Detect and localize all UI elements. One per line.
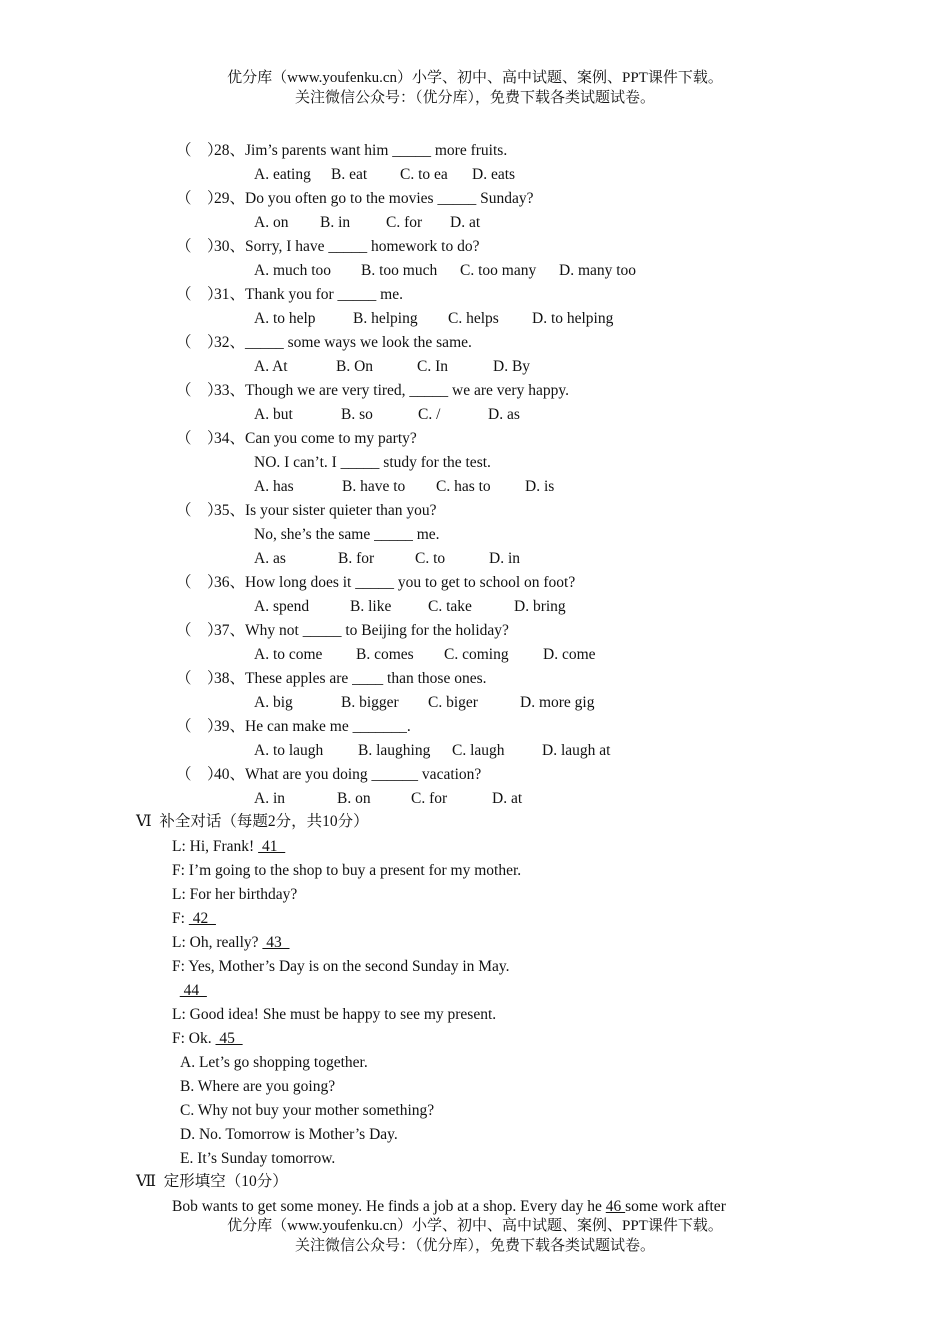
choice-a: A. Let’s go shopping together.	[180, 1054, 368, 1071]
question-text: Do you often go to the movies _____ Sunday?	[245, 190, 534, 207]
question-number: 31、	[214, 286, 246, 303]
options-35	[254, 547, 520, 571]
answer-bracket[interactable]: （ ）	[176, 502, 223, 519]
question-text: Though we are very tired, _____ we are very happy.	[245, 382, 569, 399]
question-33	[176, 379, 569, 403]
question-34	[176, 427, 417, 451]
option-d: D. many too	[559, 262, 637, 279]
option-a: A. spend	[254, 598, 310, 615]
option-c: C. In	[417, 358, 448, 375]
option-a: A. much too	[254, 262, 332, 279]
option-d: D. as	[488, 406, 520, 423]
options-38	[254, 691, 594, 715]
option-d: D. at	[450, 214, 481, 231]
blank-45[interactable]: 45	[215, 1030, 243, 1047]
option-a: A. At	[254, 358, 288, 375]
option-a: A. big	[254, 694, 293, 711]
header-line-2: 关注微信公众号：（优分库），免费下载各类试题试卷。	[294, 90, 655, 106]
question-29	[176, 187, 533, 211]
question-text: _____ some ways we look the same.	[245, 334, 472, 351]
question-number: 40、	[214, 766, 246, 783]
option-d: D. more gig	[520, 694, 595, 711]
option-d: D. By	[493, 358, 531, 375]
option-a: A. eating	[254, 166, 311, 183]
option-c: C. /	[418, 406, 441, 423]
option-d: D. come	[543, 646, 596, 663]
options-39	[254, 739, 610, 763]
dialogue-line: F: Yes, Mother’s Day is on the second Sunday in May.	[172, 958, 510, 975]
dialogue-line	[172, 979, 207, 1003]
question-35	[176, 499, 437, 523]
option-a: A. in	[254, 790, 285, 807]
option-a: A. to help	[254, 310, 316, 327]
option-c: C. too many	[460, 262, 537, 279]
options-30	[254, 259, 636, 283]
option-a: A. to laugh	[254, 742, 324, 759]
option-b: B. helping	[353, 310, 418, 327]
option-a: A. to come	[254, 646, 323, 663]
dialogue-text: L: Hi, Frank!	[172, 838, 259, 855]
question-number: 39、	[214, 718, 246, 735]
options-29	[254, 211, 480, 235]
dialogue-text: F:	[172, 910, 189, 927]
answer-bracket[interactable]: （ ）	[176, 334, 223, 351]
paragraph-text: some work after	[625, 1198, 726, 1215]
question-text: These apples are ____ than those ones.	[245, 670, 487, 687]
option-c: C. for	[386, 214, 423, 231]
question-text: Jim’s parents want him _____ more fruits.	[245, 142, 508, 159]
question-text: Sorry, I have _____ homework to do?	[245, 238, 480, 255]
question-34-reply: NO. I can’t. I _____ study for the test.	[254, 454, 491, 471]
options-37	[254, 643, 596, 667]
question-number: 36、	[214, 574, 246, 591]
answer-bracket[interactable]: （ ）	[176, 766, 223, 783]
dialogue-line	[172, 835, 285, 859]
blank-46[interactable]: 46	[605, 1198, 626, 1215]
question-35-reply: No, she’s the same _____ me.	[254, 526, 440, 543]
option-d: D. eats	[472, 166, 516, 183]
option-b: B. bigger	[341, 694, 399, 711]
question-40	[176, 763, 481, 787]
section-7-title: Ⅶ 定形填空（10分）	[136, 1173, 288, 1190]
dialogue-line	[172, 1027, 243, 1051]
question-number: 34、	[214, 430, 246, 447]
option-c: C. take	[428, 598, 472, 615]
options-40	[254, 787, 522, 811]
footer-line-1: 优分库（www.youfenku.cn）小学、初中、高中试题、案例、PPT课件下载。	[227, 1218, 723, 1234]
dialogue-line: L: For her birthday?	[172, 886, 298, 903]
option-d: D. bring	[514, 598, 566, 615]
dialogue-text: L: Oh, really?	[172, 934, 263, 951]
question-30	[176, 235, 479, 259]
dialogue-text	[172, 982, 180, 999]
option-b: B. for	[338, 550, 375, 567]
footer-line-2: 关注微信公众号：（优分库），免费下载各类试题试卷。	[294, 1238, 655, 1254]
option-d: D. in	[489, 550, 520, 567]
answer-bracket[interactable]: （ ）	[176, 286, 223, 303]
option-a: A. but	[254, 406, 293, 423]
option-c: C. laugh	[452, 742, 505, 759]
option-b: B. too much	[361, 262, 438, 279]
dialogue-line: F: I’m going to the shop to buy a present for my mother.	[172, 862, 522, 879]
question-text: Why not _____ to Beijing for the holiday?	[245, 622, 509, 639]
answer-bracket[interactable]: （ ）	[176, 190, 223, 207]
option-b: B. laughing	[358, 742, 431, 759]
option-a: A. has	[254, 478, 294, 495]
answer-bracket[interactable]: （ ）	[176, 670, 223, 687]
answer-bracket[interactable]: （ ）	[176, 574, 223, 591]
question-number: 33、	[214, 382, 246, 399]
question-39	[176, 715, 411, 739]
question-number: 28、	[214, 142, 246, 159]
option-b: B. eat	[331, 166, 368, 183]
choice-c: C. Why not buy your mother something?	[180, 1102, 435, 1119]
option-a: A. as	[254, 550, 286, 567]
answer-bracket[interactable]: （ ）	[176, 622, 223, 639]
choice-d: D. No. Tomorrow is Mother’s Day.	[180, 1126, 398, 1143]
answer-bracket[interactable]: （ ）	[176, 238, 223, 255]
question-28	[176, 139, 507, 163]
option-c: C. to ea	[400, 166, 448, 183]
question-text: He can make me _______.	[245, 718, 411, 735]
option-b: B. On	[336, 358, 374, 375]
question-37	[176, 619, 509, 643]
question-36	[176, 571, 575, 595]
section-6-title: Ⅵ 补全对话（每题2分，共10分）	[136, 813, 369, 830]
answer-bracket[interactable]: （ ）	[176, 382, 223, 399]
option-d: D. is	[525, 478, 555, 495]
answer-bracket[interactable]: （ ）	[176, 718, 223, 735]
option-c: C. has to	[436, 478, 491, 495]
options-36	[254, 595, 566, 619]
question-31	[176, 283, 403, 307]
option-c: C. biger	[428, 694, 478, 711]
option-c: C. to	[415, 550, 446, 567]
options-33	[254, 403, 520, 427]
question-text: Can you come to my party?	[245, 430, 417, 447]
option-b: B. in	[320, 214, 351, 231]
question-number: 37、	[214, 622, 246, 639]
option-d: D. at	[492, 790, 523, 807]
question-38	[176, 667, 486, 691]
dialogue-text: F: Ok.	[172, 1030, 216, 1047]
paragraph-text: Bob wants to get some money. He finds a job at a shop. Every day he	[172, 1198, 606, 1215]
answer-bracket[interactable]: （ ）	[176, 142, 223, 159]
choice-b: B. Where are you going?	[180, 1078, 336, 1095]
question-text: What are you doing ______ vacation?	[245, 766, 482, 783]
dialogue-line: L: Good idea! She must be happy to see my present.	[172, 1006, 497, 1023]
options-34	[254, 475, 554, 499]
option-c: C. for	[411, 790, 448, 807]
question-32	[176, 331, 472, 355]
question-text: Thank you for _____ me.	[245, 286, 403, 303]
option-b: B. comes	[356, 646, 414, 663]
options-32	[254, 355, 530, 379]
question-number: 35、	[214, 502, 246, 519]
option-d: D. to helping	[532, 310, 614, 327]
option-b: B. like	[350, 598, 392, 615]
option-d: D. laugh at	[542, 742, 611, 759]
blank-43[interactable]: 43	[262, 934, 290, 951]
dialogue-line	[172, 907, 216, 931]
options-28	[254, 163, 515, 187]
option-b: B. have to	[342, 478, 406, 495]
choice-e: E. It’s Sunday tomorrow.	[180, 1150, 336, 1167]
option-c: C. coming	[444, 646, 509, 663]
option-b: B. on	[337, 790, 371, 807]
question-number: 30、	[214, 238, 246, 255]
option-b: B. so	[341, 406, 373, 423]
question-number: 29、	[214, 190, 246, 207]
question-text: Is your sister quieter than you?	[245, 502, 437, 519]
option-a: A. on	[254, 214, 289, 231]
question-text: How long does it _____ you to get to school on foot?	[245, 574, 576, 591]
options-31	[254, 307, 613, 331]
blank-42[interactable]: 42	[188, 910, 216, 927]
dialogue-line	[172, 931, 290, 955]
header-line-1: 优分库（www.youfenku.cn）小学、初中、高中试题、案例、PPT课件下载。	[227, 70, 723, 86]
blank-41[interactable]: 41	[258, 838, 286, 855]
question-number: 38、	[214, 670, 246, 687]
blank-44[interactable]: 44	[179, 982, 207, 999]
answer-bracket[interactable]: （ ）	[176, 430, 223, 447]
option-c: C. helps	[448, 310, 499, 327]
question-number: 32、	[214, 334, 246, 351]
